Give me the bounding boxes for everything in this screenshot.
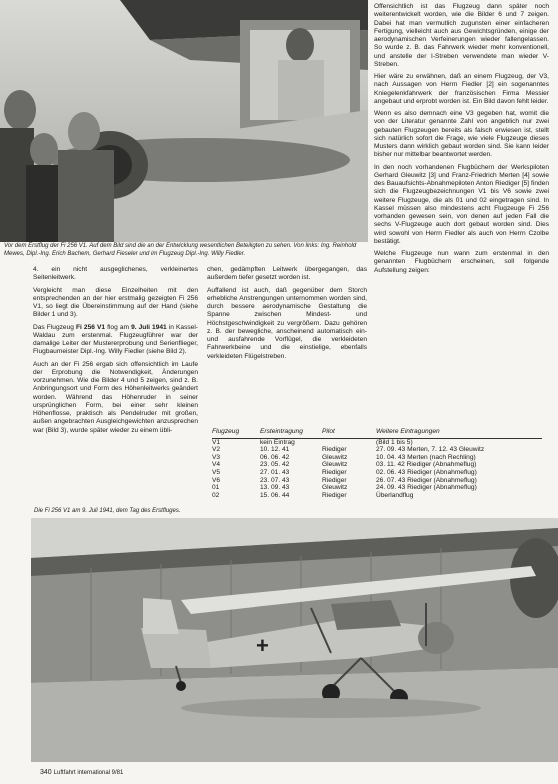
paragraph: In den noch vorhandenen Flugbüchern der Werkspiloten Gerhard Gleuwitz [3] und Franz-Friedrich Merten [4] sowie des Bauaufsichts-Abnahmepiloten Anton Riediger [5] finden sich die Flugzeugbezeichnungen V1 bis V6 sowie zwei weitere Flugzeuge, die als 01 und 02 eingetragen sind. In Kassel müssen also mindestens acht Flugzeuge Fi 256 vorhanden gewesen sein, von denen auf jeden Fall die sechs V-Flugzeuge auch dort gebaut worden sind. Dies wird sowohl von Herrn Fiedler als auch von Herrn Czolbe bestätigt. — [374, 163, 549, 245]
list-item: 4. ein nicht ausgeglichenes, verkleinertes Seitenleitwerk. — [33, 266, 198, 282]
table-cell: 23. 05. 42 — [260, 461, 290, 469]
aircraft-marking: + — [256, 633, 269, 658]
table-cell: Riediger — [322, 468, 347, 476]
table-cell: 24. 09. 43 Riediger (Abnahmeflug) — [376, 484, 477, 492]
page-number: 340 — [40, 769, 52, 776]
table-cell: 03. 11. 42 Riediger (Abnahmeflug) — [376, 461, 477, 469]
paragraph: Vergleicht man diese Einzelheiten mit den entsprechenden an der hier erstmalig gezeigten Fi 256 V1, so liegt die Übereinstimmung auf der Hand (siehe Bilder 1 und 3). — [33, 286, 198, 319]
page-footer — [40, 769, 123, 776]
table-cell: Überlandflug — [376, 491, 414, 499]
table-cell: 27. 01. 43 — [260, 468, 290, 476]
table-cell: 27. 09. 43 Merten, 7. 12. 43 Gleuwitz — [376, 446, 485, 454]
table-cell: V3 — [212, 453, 221, 461]
table-cell: Riediger — [322, 446, 347, 454]
table-cell: V5 — [212, 468, 221, 476]
figure2-caption: Die Fi 256 V1 am 9. Juli 1941, dem Tag des Erstfluges. — [34, 508, 181, 514]
table-row — [212, 469, 542, 477]
table-cell: 26. 07. 43 Riediger (Abnahmeflug) — [376, 476, 477, 484]
paragraph: Auffallend ist auch, daß gegenüber dem Storch erhebliche Anstrengungen unternommen worden sind, durch bessere aerodynamische Gestaltung die Spanne zwischen Mindest- und Höchstgeschwindigkeit zu vergrößern. Dazu gehören z. B. der bewegliche, anscheinend automatisch ein- und ausfahrende Vorflügel, die verkleideten Fahrwerkbeine und die einstielige, ebenfalls verkleideten Flügelstreben. — [207, 286, 367, 360]
figure1-caption: Vor dem Erstflug der Fi 256 V1. Auf dem Bild sind die an der Entwicklung wesentlichen Beteiligten zu sehen. Von links: Ing. Reinhold Mewes, Dipl.-Ing. Erich Bachem, Gerhard Fieseler und im Flugzeug Dipl.-Ing. Willy Fiedler. — [4, 243, 357, 257]
table-cell: Gleuwitz — [322, 453, 348, 461]
paragraph: chen, gedämpften Leitwerk übergegangen, das außerdem tiefer gesetzt worden ist. — [207, 266, 367, 282]
table-cell: 10. 04. 43 Merten (nach Rechling) — [376, 453, 476, 461]
table-cell: Gleuwitz — [322, 461, 348, 469]
table-cell: V2 — [212, 446, 221, 454]
table-cell: 02 — [212, 491, 220, 499]
table-row — [212, 461, 542, 469]
column-header: Pilot — [322, 428, 376, 438]
paragraph: Das Flugzeug Fi 256 V1 flog am 9. Juli 1941 in Kassel-Waldau zum erstenmal. Flugzeugführer war der damalige Leiter der Mustererprobung und Serienflieger, Flugbaumeister Dipl.-Ing. Willy Fiedler (siehe Bild 2). — [33, 323, 198, 356]
paragraph: Wenn es also demnach eine V3 gegeben hat, womit die von der Literatur genannte Zahl von angeblich nur zwei gebauten Flugzeugen bereits als falsch erwiesen ist, stellt sich natürlich sofort die Frage, wie viele Flugzeuge dieses Musters dann wirklich gebaut worden sind. Sie kann leider bisher nur mittelbar beantwortet werden. — [374, 110, 549, 159]
column-1 — [33, 266, 198, 439]
table-cell: 23. 07. 43 — [260, 476, 290, 484]
table-cell: Gleuwitz — [322, 484, 348, 492]
column-header: Weitere Eintragungen — [376, 428, 542, 438]
table-cell: 13. 09. 43 — [260, 484, 290, 492]
photo-engineers-before-first-flight — [0, 0, 368, 242]
table-cell: (Bild 1 bis 5) — [376, 438, 413, 446]
table-cell: V6 — [212, 476, 221, 484]
publication-name: Luftfahrt international 9/81 — [53, 770, 124, 776]
table-cell: Riediger — [322, 491, 347, 499]
table-row — [212, 446, 542, 454]
table-row — [212, 484, 542, 492]
flight-log-table — [212, 428, 542, 499]
column-2 — [207, 266, 367, 365]
paragraph: Welche Flugzeuge nun wann zum erstenmal in den genannten Flugbüchern erscheinen, soll folgende Aufstellung zeigen: — [374, 250, 549, 274]
column-header: Ersteintragung — [260, 428, 322, 438]
table-cell: 02. 06. 43 Riediger (Abnahmeflug) — [376, 468, 477, 476]
table-row — [212, 492, 542, 500]
paragraph: Offensichtlich ist das Flugzeug dann später noch weiterentwickelt worden, wie die Bilder 6 und 7 zeigen. Dabei hat man vermutlich zugunsten einer einfacheren Fertigung, vielleicht auch aus Gewichtsgründen, einige der aerodynamischen Verfeinerungen wieder fallengelassen. So wurde z. B. das Fahrwerk wieder mehr konventionell, und anstelle der I-Streben verwendete man wieder V-Streben. — [374, 3, 549, 68]
paragraph: Hier wäre zu erwähnen, daß an einem Flugzeug, der V3, nach Aussagen von Herrn Fiedler [2] ein sogenanntes Kniegelenkfahrwerk der französischen Firma Messier angebaut und erprobt worden ist. Ein Bild davon fehlt leider. — [374, 73, 549, 105]
table-cell: 15. 06. 44 — [260, 491, 290, 499]
table-cell: V4 — [212, 461, 221, 469]
table-cell: V1 — [212, 438, 221, 446]
table-row — [212, 438, 542, 446]
table-cell — [322, 438, 376, 446]
column-3 — [374, 3, 549, 279]
table-header-row — [212, 428, 542, 438]
table-cell: 06. 06. 42 — [260, 453, 290, 461]
table-row — [212, 477, 542, 485]
column-header: Flugzeug — [212, 428, 260, 438]
table-cell: kein Eintrag — [260, 438, 295, 446]
table-cell: Riediger — [322, 476, 347, 484]
table-row — [212, 454, 542, 462]
table-cell: 10. 12. 41 — [260, 446, 290, 454]
paragraph: Auch an der Fi 256 ergab sich offensichtlich im Laufe der Erprobung die Notwendigkeit, Änderungen vorzunehmen. Wie die Bilder 4 und 5 zeigen, sind z. B. Anbringungsort und Form des Höhenleitwerks geändert worden. Während das Höhenruder in seiner ursprünglichen Form, bei einer sehr kleinen Höhenflosse, praktisch als Pendelruder mit großen, außen angebrachten Ausgleichgewichten anzusprechen war (Bild 3), wurde später wieder zu einem übli- — [33, 360, 198, 434]
table-cell: 01 — [212, 484, 220, 492]
photo-fi256-first-flight-day — [31, 518, 558, 762]
